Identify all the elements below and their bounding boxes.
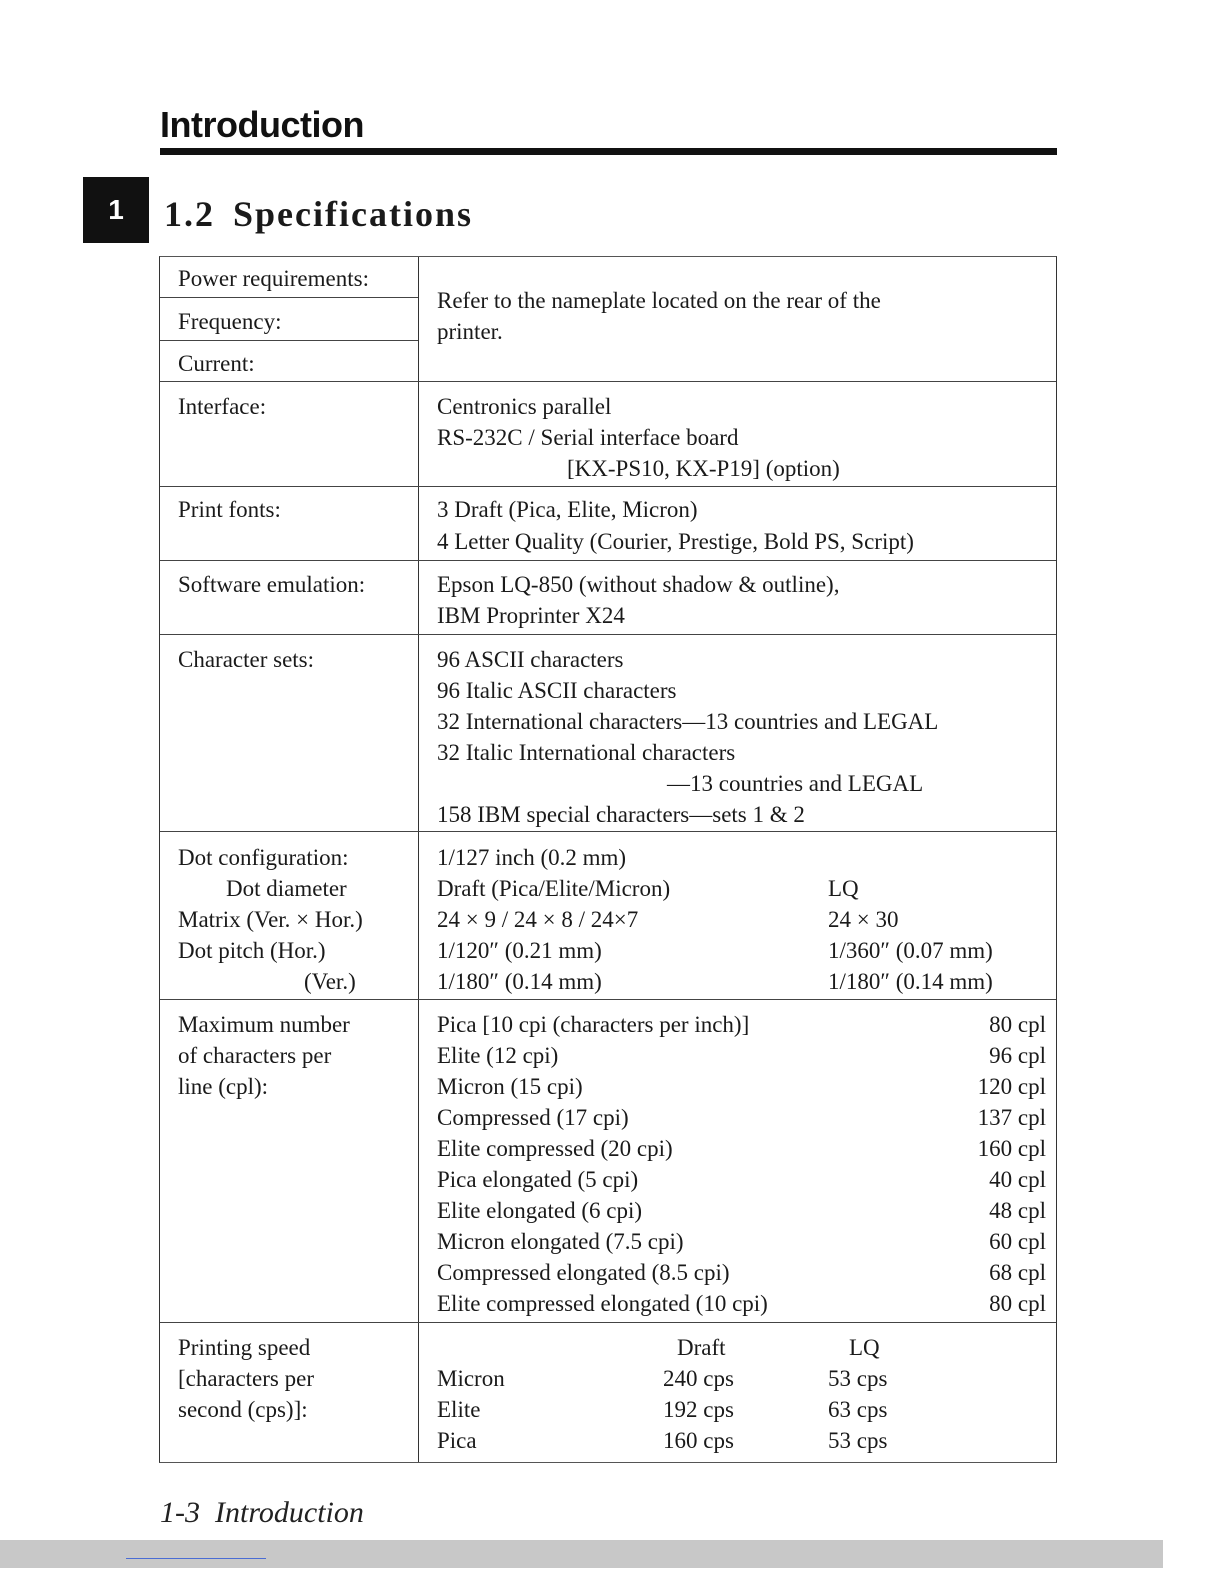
footer-bar	[0, 1540, 1163, 1568]
label-dot-pitch-hor: Dot pitch (Hor.)	[178, 938, 326, 963]
cpl-mode: Elite compressed elongated (10 cpi)	[437, 1291, 768, 1316]
label-max-chars: Maximum number	[178, 1012, 350, 1037]
software-emulation-line: Epson LQ-850 (without shadow & outline),	[437, 572, 840, 597]
print-fonts-line: 3 Draft (Pica, Elite, Micron)	[437, 497, 698, 522]
speed-font: Micron	[437, 1366, 505, 1391]
label-interface: Interface:	[178, 394, 267, 419]
dot-configuration-line: Draft (Pica/Elite/Micron)	[437, 876, 671, 901]
character-sets-line: 32 Italic International characters	[437, 740, 736, 765]
cpl-mode: Micron (15 cpi)	[437, 1074, 583, 1099]
cpl-value: 80 cpl	[989, 1012, 1046, 1037]
interface-line: RS-232C / Serial interface board	[437, 425, 739, 450]
label-matrix: Matrix (Ver. × Hor.)	[178, 907, 363, 932]
speed-lq: 63 cps	[828, 1397, 888, 1422]
character-sets-line: 158 IBM special characters—sets 1 & 2	[437, 802, 805, 827]
speed-lq: 53 cps	[828, 1366, 888, 1391]
label-frequency: Frequency:	[178, 309, 282, 334]
label-dot-pitch-ver: (Ver.)	[304, 969, 356, 994]
software-emulation-line: IBM Proprinter X24	[437, 603, 625, 628]
character-sets-line: 96 Italic ASCII characters	[437, 678, 677, 703]
section-title	[164, 193, 473, 235]
speed-draft: 160 cps	[663, 1428, 734, 1453]
page-footer	[160, 1496, 364, 1530]
label-dot-configuration: Dot configuration:	[178, 845, 349, 870]
row-divider	[160, 486, 1056, 487]
label-current: Current:	[178, 351, 255, 376]
label-dot-diameter: Dot diameter	[226, 876, 347, 901]
cpl-mode: Micron elongated (7.5 cpi)	[437, 1229, 684, 1254]
cpl-mode: Elite (12 cpi)	[437, 1043, 559, 1068]
cpl-value: 96 cpl	[989, 1043, 1046, 1068]
footer-link-underline	[126, 1558, 266, 1559]
cpl-value: 80 cpl	[989, 1291, 1046, 1316]
divider-frequency	[160, 340, 418, 341]
print-fonts-line: 4 Letter Quality (Courier, Prestige, Bold PS, Script)	[437, 529, 914, 554]
row-divider	[160, 999, 1056, 1000]
row-divider	[160, 381, 1056, 382]
row-divider	[160, 634, 1056, 635]
label-printing-speed: second (cps)]:	[178, 1397, 308, 1422]
footer-title: Introduction	[215, 1496, 364, 1529]
cpl-mode: Elite compressed (20 cpi)	[437, 1136, 673, 1161]
label-software-emulation: Software emulation:	[178, 572, 366, 597]
speed-lq: 53 cps	[828, 1428, 888, 1453]
speed-font: Elite	[437, 1397, 481, 1422]
interface-line: [KX-PS10, KX-P19] (option)	[567, 456, 840, 481]
label-max-chars: line (cpl):	[178, 1074, 269, 1099]
cpl-mode: Pica [10 cpi (characters per inch)]	[437, 1012, 750, 1037]
dot-configuration-lq: 1/180″ (0.14 mm)	[828, 969, 993, 994]
interface-line: Centronics parallel	[437, 394, 612, 419]
chapter-tab: 1	[83, 177, 149, 243]
label-character-sets: Character sets:	[178, 647, 315, 672]
cpl-mode: Pica elongated (5 cpi)	[437, 1167, 639, 1192]
row-divider	[160, 1322, 1056, 1323]
cpl-value: 160 cpl	[977, 1136, 1046, 1161]
dot-configuration-lq: 24 × 30	[828, 907, 899, 932]
dot-configuration-line: 1/180″ (0.14 mm)	[437, 969, 602, 994]
speed-header-lq: LQ	[849, 1335, 880, 1360]
label-print-fonts: Print fonts:	[178, 497, 281, 522]
cpl-mode: Compressed elongated (8.5 cpi)	[437, 1260, 730, 1285]
cpl-mode: Compressed (17 cpi)	[437, 1105, 629, 1130]
power-value-line: Refer to the nameplate located on the rear of the	[437, 288, 881, 313]
character-sets-line: —13 countries and LEGAL	[667, 771, 924, 796]
row-divider	[160, 560, 1056, 561]
specifications-table	[159, 256, 1057, 1463]
footer-page-number: 1-3	[160, 1496, 200, 1529]
dot-configuration-line: 1/120″ (0.21 mm)	[437, 938, 602, 963]
dot-configuration-lq: LQ	[828, 876, 859, 901]
speed-font: Pica	[437, 1428, 477, 1453]
cpl-value: 137 cpl	[977, 1105, 1046, 1130]
cpl-value: 120 cpl	[977, 1074, 1046, 1099]
dot-configuration-line: 1/127 inch (0.2 mm)	[437, 845, 627, 870]
speed-header-draft: Draft	[677, 1335, 726, 1360]
power-value-line: printer.	[437, 319, 503, 344]
header-rule	[160, 148, 1057, 155]
column-divider	[418, 257, 419, 1462]
cpl-value: 60 cpl	[989, 1229, 1046, 1254]
cpl-value: 48 cpl	[989, 1198, 1046, 1223]
label-max-chars: of characters per	[178, 1043, 332, 1068]
speed-draft: 240 cps	[663, 1366, 734, 1391]
divider-power	[160, 297, 418, 298]
character-sets-line: 32 International characters—13 countries and LEGAL	[437, 709, 939, 734]
cpl-value: 68 cpl	[989, 1260, 1046, 1285]
section-title-text: Specifications	[233, 194, 473, 234]
page-header-title: Introduction	[160, 104, 364, 145]
dot-configuration-lq: 1/360″ (0.07 mm)	[828, 938, 993, 963]
section-number: 1.2	[164, 194, 215, 234]
cpl-mode: Elite elongated (6 cpi)	[437, 1198, 643, 1223]
label-power-requirements: Power requirements:	[178, 266, 369, 291]
speed-draft: 192 cps	[663, 1397, 734, 1422]
label-printing-speed: Printing speed	[178, 1335, 311, 1360]
cpl-value: 40 cpl	[989, 1167, 1046, 1192]
dot-configuration-line: 24 × 9 / 24 × 8 / 24×7	[437, 907, 639, 932]
label-printing-speed: [characters per	[178, 1366, 314, 1391]
character-sets-line: 96 ASCII characters	[437, 647, 624, 672]
row-divider	[160, 831, 1056, 832]
